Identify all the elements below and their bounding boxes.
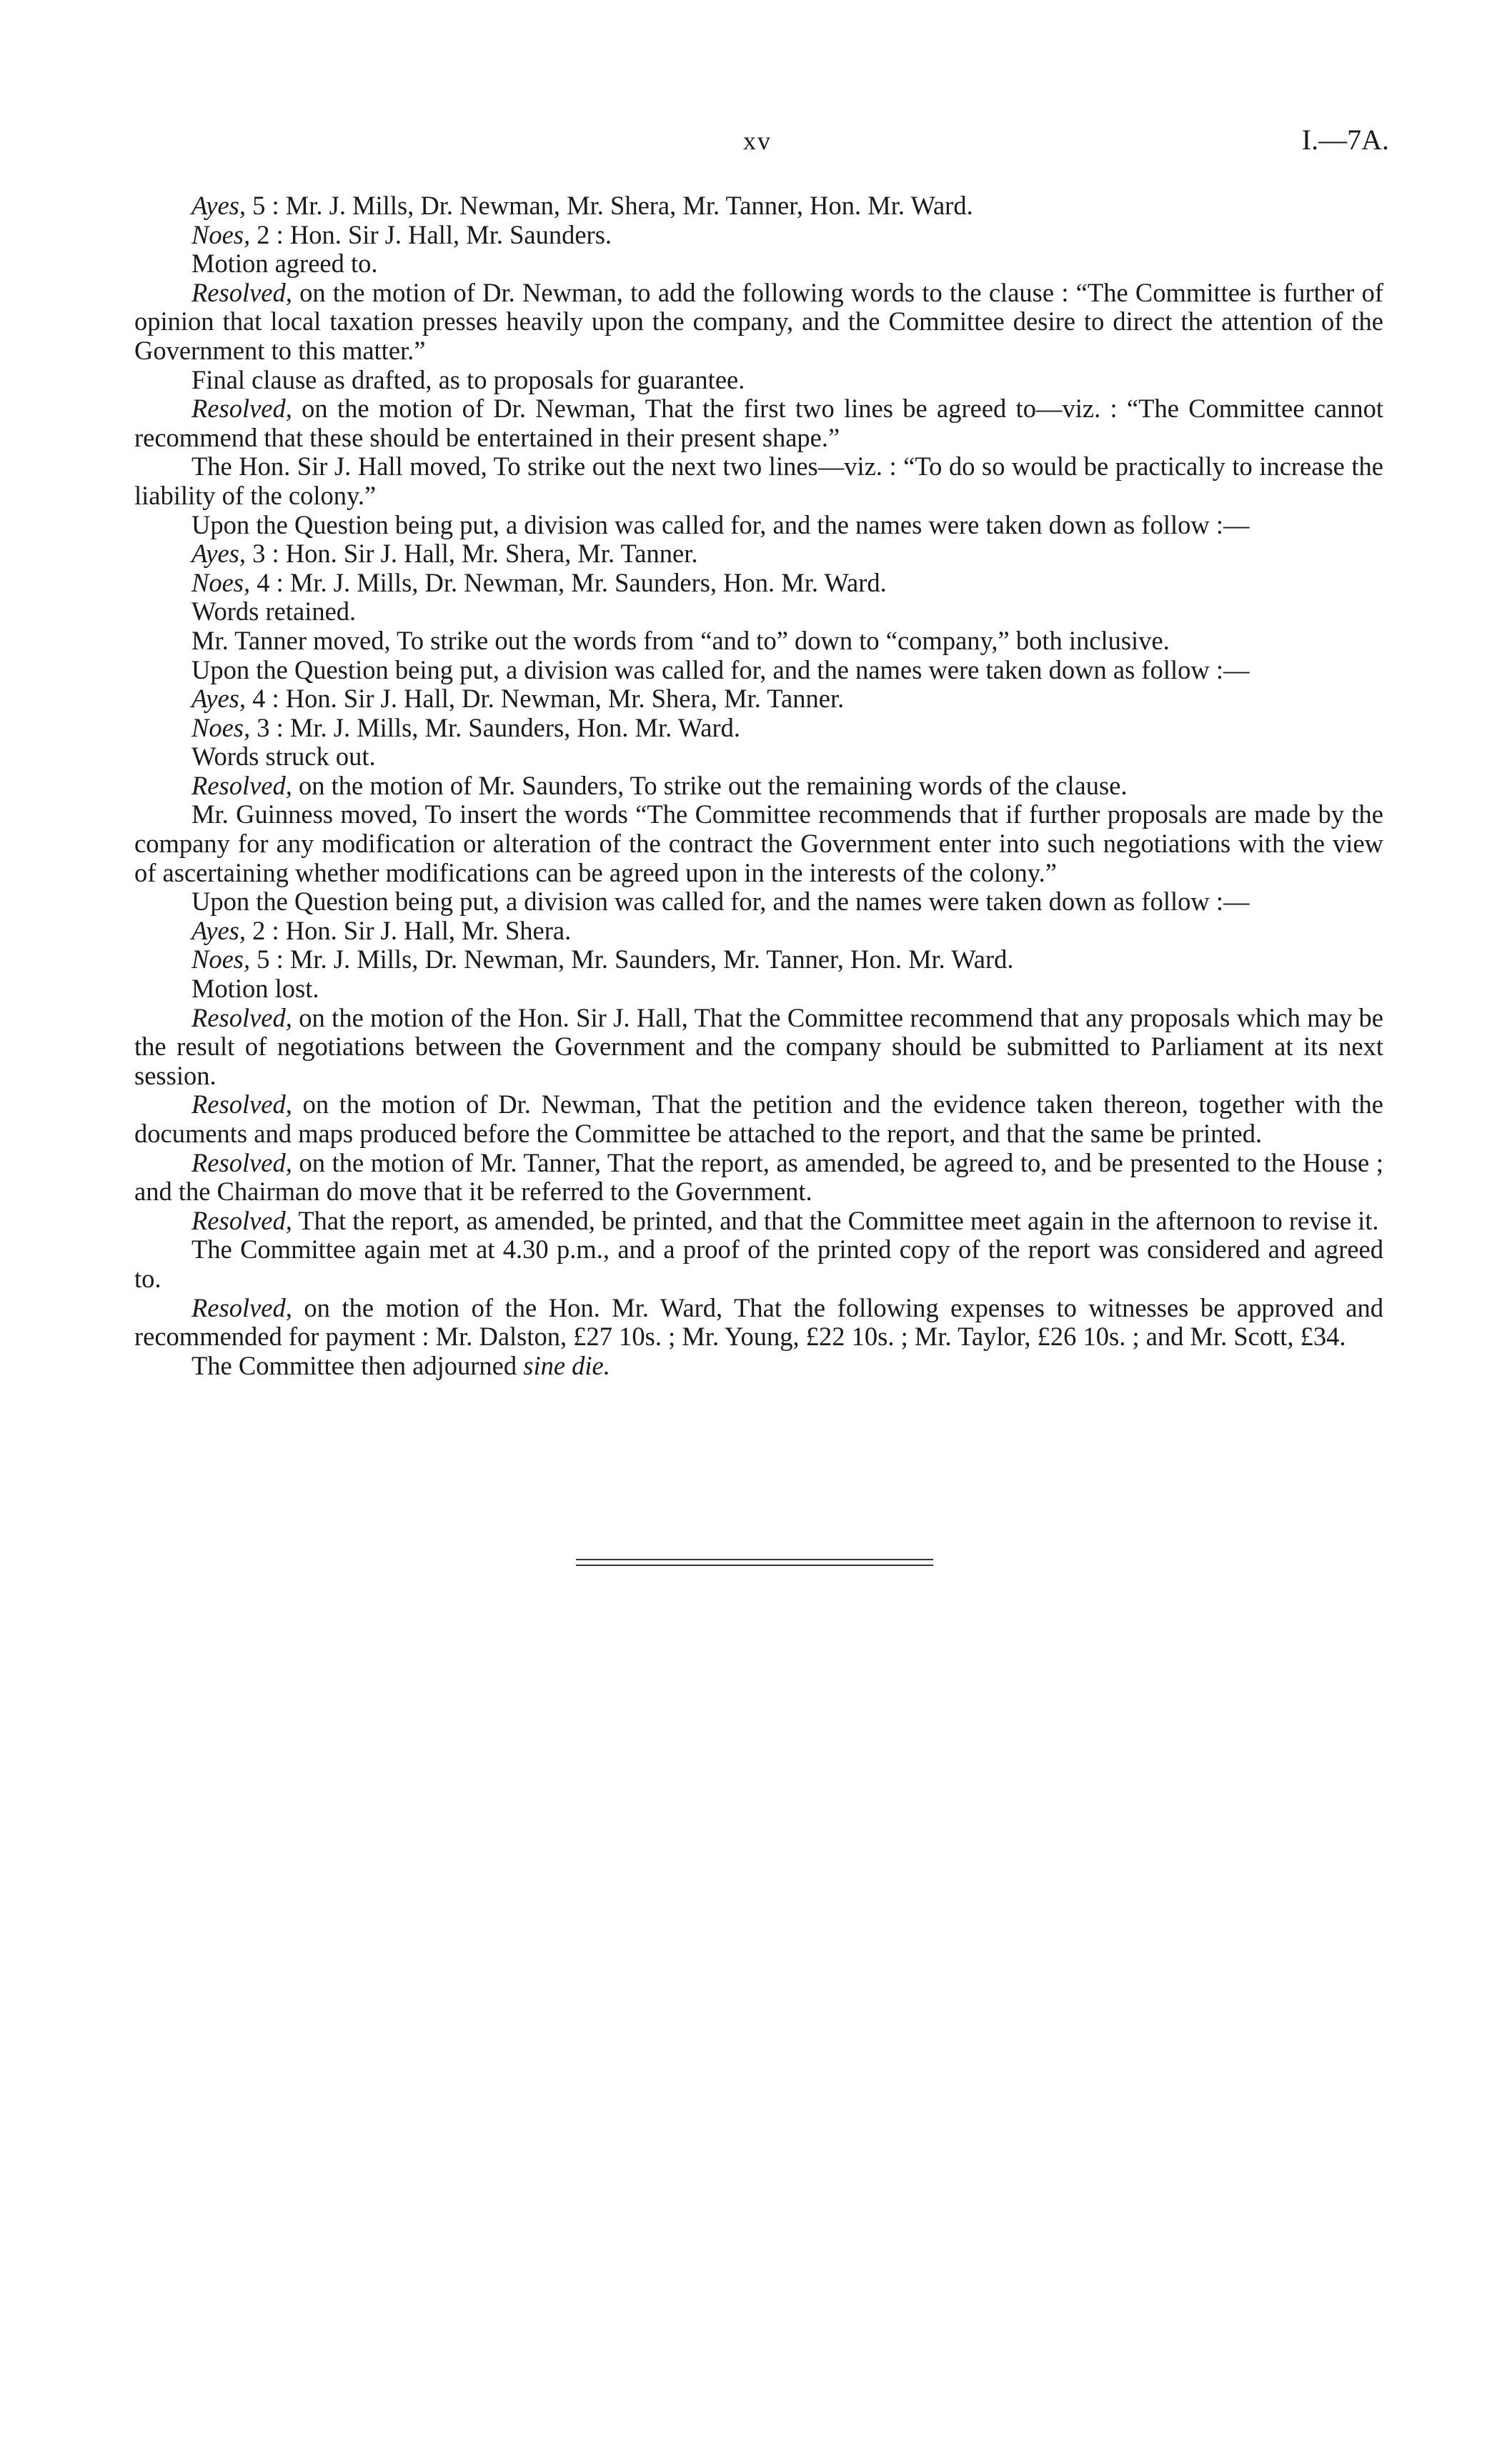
paragraph: Ayes, 3 : Hon. Sir J. Hall, Mr. Shera, Mr. Tanner. [192,539,698,569]
paragraph: Resolved, on the motion of Dr. Newman, to add the following words to the clause : “The Committee is further of opinion that local taxation presses heavily upon the company, and the Committee desire to direct the attention of the Government to this matter.” [134,277,1383,365]
paragraph: Resolved, on the motion of Mr. Tanner, That the report, as amended, be agreed to, and be presented to the House ; and the Chairman do move that it be referred to the Government. [134,1147,1383,1207]
paragraph: Words struck out. [192,742,376,772]
paragraph: Noes, 2 : Hon. Sir J. Hall, Mr. Saunders. [192,219,612,249]
paragraph: Ayes, 5 : Mr. J. Mills, Dr. Newman, Mr. Shera, Mr. Tanner, Hon. Mr. Ward. [192,191,973,220]
paragraph: Mr. Tanner moved, To strike out the words from “and to” down to “company,” both inclusive. [192,625,1170,655]
paragraph: Resolved, on the motion of Dr. Newman, That the first two lines be agreed to—viz. : “The Committee cannot recommend that these should be entertained in their present shape.” [134,394,1383,452]
paragraph: Ayes, 2 : Hon. Sir J. Hall, Mr. Shera. [192,915,572,945]
divider [576,1565,933,1566]
paragraph: Upon the Question being put, a division was called for, and the names were taken down as follow :— [192,654,1250,684]
paragraph: Noes, 4 : Mr. J. Mills, Dr. Newman, Mr. Saunders, Hon. Mr. Ward. [192,567,887,597]
paragraph: Upon the Question being put, a division was called for, and the names were taken down as follow :— [192,887,1250,917]
paragraph: Noes, 3 : Mr. J. Mills, Mr. Saunders, Hon. Mr. Ward. [192,712,740,742]
paragraph: Ayes, 4 : Hon. Sir J. Hall, Dr. Newman, Mr. Shera, Mr. Tanner. [192,684,845,714]
paragraph: The Committee again met at 4.30 p.m., and a proof of the printed copy of the report was considered and agreed to. [134,1235,1383,1293]
paragraph: Motion lost. [192,974,319,1004]
page-number: xv [743,126,772,155]
page-reference: I.—7A. [1301,124,1389,156]
paragraph: Resolved, on the motion of the Hon. Mr. Ward, That the following expenses to witnesses be approved and recommended for payment : Mr. Dalston, £27 10s. ; Mr. Young, £22 10s. ; Mr. Taylor, £26 10s. ; and Mr. Scott, £34. [134,1292,1383,1352]
paragraph: Mr. Guinness moved, To insert the words “The Committee recommends that if further proposals are made by the company for any modification or alteration of the contract the Government enter into such negotiations with the view of ascertaining whether modifications can be agreed upon in the interests of the colony.” [134,799,1383,887]
paragraph: Words retained. [192,597,357,627]
paragraph: The Hon. Sir J. Hall moved, To strike out the next two lines—viz. : “To do so would be practically to increase the liability of the colony.” [134,452,1383,510]
paragraph: Resolved, That the report, as amended, be printed, and that the Committee meet again in the afternoon to revise it. [192,1205,1379,1235]
paragraph: Final clause as drafted, as to proposals for guarantee. [192,364,745,394]
minutes-body [134,191,1383,1380]
paragraph: Motion agreed to. [192,249,378,279]
paragraph: Resolved, on the motion of Mr. Saunders, To strike out the remaining words of the clause. [192,770,1128,800]
divider [576,1559,933,1560]
paragraph: Noes, 5 : Mr. J. Mills, Dr. Newman, Mr. Saunders, Mr. Tanner, Hon. Mr. Ward. [192,944,1014,974]
paragraph: Resolved, on the motion of the Hon. Sir J. Hall, That the Committee recommend that any proposals which may be the result of negotiations between the Government and the company should be submitted to Parliament at its next session. [134,1002,1383,1090]
paragraph: Resolved, on the motion of Dr. Newman, That the petition and the evidence taken thereon, together with the documents and maps produced before the Committee be attached to the report, and that the same be printed. [134,1089,1383,1148]
paragraph: Upon the Question being put, a division was called for, and the names were taken down as follow :— [192,509,1250,539]
end-rule [576,1559,933,1570]
closing-paragraph: The Committee then adjourned sine die. [192,1350,610,1380]
